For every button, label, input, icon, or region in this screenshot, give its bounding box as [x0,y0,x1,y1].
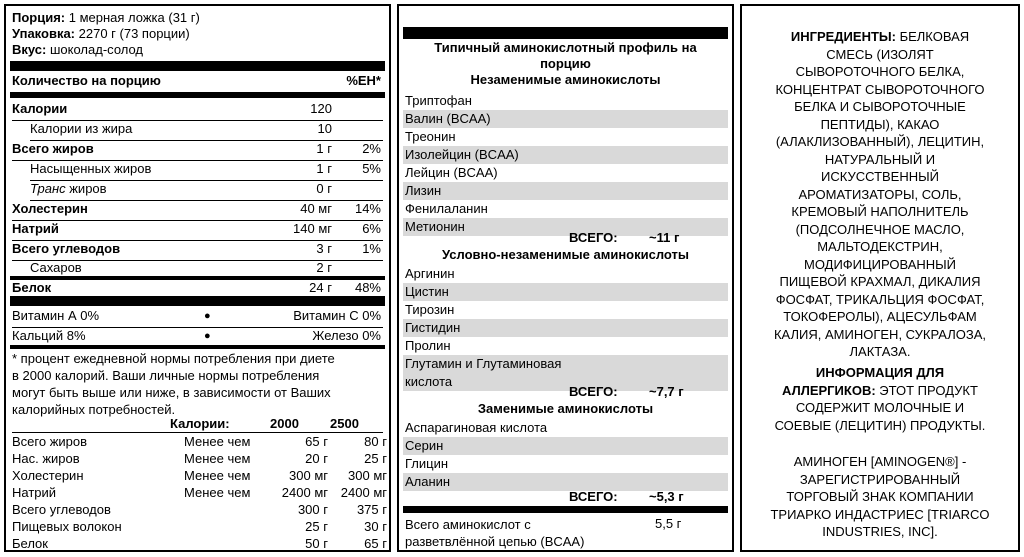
vitamin-row [12,308,383,328]
ref-name: Всего жиров [12,434,88,449]
divider [10,345,385,349]
trademark-line: АМИНОГЕН [AMINOGEN®] - [793,454,967,469]
footnote-line: в 2000 калорий. Ваши личные нормы потребления [12,368,320,383]
nutrient-row [12,101,383,121]
ref-table [12,434,387,552]
nutrient-row [12,221,383,241]
trademark-line: ТРИАРКО ИНДАСТРИЕС [TRIARCO [770,506,990,522]
ref-row [12,451,387,468]
amino-item: Лейцин (BCAA) [405,165,498,180]
amino-item: Пролин [405,338,451,353]
nutrient-dv: 48% [354,280,381,295]
essential-list [403,92,728,236]
amino-item: Лизин [403,182,728,200]
flavor-value: шоколад-солод [50,42,144,57]
ref-calories-label: Калории: [170,416,230,431]
ingredients-line: АРОМАТИЗАТОРЫ, СОЛЬ, [798,186,962,202]
vitamin-right: Железо 0% [312,328,381,343]
ref-2500-label: 2500 [330,416,359,431]
vitamin-left: Кальций 8% [12,328,86,343]
nutrient-name: Насыщенных жиров [30,161,152,176]
ingredients-line: ПЕПТИДЫ), КАКАО [820,116,940,132]
nutrient-name: Натрий [12,221,59,236]
amino-item: Аспарагиновая кислота [405,420,548,435]
essential-title: Незаменимые аминокислоты [470,72,661,87]
nutrient-amount: 0 г [316,181,332,196]
allergy-lead: АЛЛЕРГИКОВ: [782,382,876,398]
trademark-line: INDUSTRIES, INC]. [822,524,938,539]
vitamin-right: Витамин С 0% [293,308,381,323]
serving-label: Порция: [12,10,66,25]
ingredients-text [754,28,1006,361]
nutrient-row [12,280,383,296]
nutrient-dv: 2% [362,141,381,156]
nutrient-row [12,241,383,261]
ref-name: Холестерин [12,468,84,483]
nutrient-name: Калории из жира [30,121,133,136]
ingredients-line: КОНЦЕНТРАТ СЫВОРОТОЧНОГО [775,81,985,97]
ingredients-line: (ПОДСОЛНЕЧНОЕ МАСЛО, [795,221,965,237]
amino-item: Триптофан [405,93,472,108]
amount-header: Количество на порцию [12,73,161,88]
amino-title-line: порцию [540,56,591,71]
nutrient-amount: 1 г [316,141,332,156]
dv-header: %ЕН* [346,73,381,88]
nonessential-list [403,419,728,491]
nonessential-title: Заменимые аминокислоты [477,401,654,416]
bcaa-label [405,516,584,550]
vitamin-left: Витамин А 0% [12,308,100,323]
allergy-lead: ИНФОРМАЦИЯ ДЛЯ [815,365,945,380]
bcaa-value: 5,5 г [655,516,682,531]
footnote-line: могут быть выше или ниже, в зависимости от Ваших [12,385,331,400]
amino-item: Аланин [403,473,728,491]
amino-item: Тирозин [405,302,455,317]
ref-name: Натрий [12,485,57,500]
allergy-line: ЭТОТ ПРОДУКТ [879,382,978,398]
nutrient-dv: 5% [362,161,381,176]
ingredients-line: БЕЛКА И СЫВОРОТОЧНЫЕ [794,99,966,114]
total-label: ВСЕГО: [569,384,618,399]
ref-row [12,502,387,519]
nutrient-name: Белок [12,280,52,295]
nutrient-row [30,181,383,201]
nutrient-row [30,161,383,181]
package-label: Упаковка: [12,26,76,41]
ref-2000: 25 г [305,519,328,534]
footnote [12,350,335,418]
nutrient-amount: 24 г [309,280,332,295]
thick-divider [10,61,385,71]
nutrient-name: Всего жиров [12,141,94,156]
essential-total [403,230,728,246]
ingredients-line: (АЛАКЛИЗОВАННЫЙ), ЛЕЦИТИН, [775,134,985,149]
nutrient-name-rest: жиров [65,181,107,196]
amino-item: Треонин [405,129,456,144]
nutrient-amount: 3 г [316,241,332,256]
serving-value: 1 мерная ложка (31 г) [68,10,200,25]
ref-2000: 65 г [305,434,328,449]
nutrient-name: Холестерин [12,201,88,216]
ref-row [12,434,387,451]
ref-2000-label: 2000 [270,416,299,431]
ingredients-line: ЛАКТАЗА. [849,344,911,359]
footnote-line: калорийных потребностей. [12,402,176,417]
ref-less: Менее чем [184,485,251,500]
ref-2500: 30 г [364,519,387,534]
ref-row [12,468,387,485]
ingredients-panel [740,4,1020,552]
trademark-line: ЗАРЕГИСТРИРОВАННЫЙ [799,471,961,487]
ref-2500: 300 мг [348,468,387,483]
ingredients-line: СМЕСЬ (ИЗОЛЯТ [826,46,934,62]
ingredients-line: ИСКУССТВЕННЫЙ [821,169,939,184]
nutrient-row [12,201,383,221]
bcaa-line: Всего аминокислот с [405,517,531,532]
ref-name: Белок [12,536,48,551]
ref-2000: 300 мг [289,468,328,483]
flavor-line [12,42,143,58]
medium-divider [10,92,385,98]
ingredients-line: БЕЛКОВАЯ [899,29,970,44]
trademark-line: ТОРГОВЫЙ ЗНАК КОМПАНИИ [786,489,974,504]
ref-less: Менее чем [184,434,251,449]
amino-item: Метионин [403,218,728,236]
ref-less: Менее чем [184,468,251,483]
nutrient-row [12,141,383,161]
nutrient-dv: 6% [362,221,381,236]
amino-title [403,40,728,88]
total-value: ~5,3 г [649,489,684,504]
thick-divider [10,296,385,306]
bcaa-line: разветвлённой цепью (BCAA) [405,534,585,549]
conditional-total [403,384,728,400]
ref-row [12,519,387,536]
ref-2500: 2400 мг [340,485,387,500]
nutrient-name: Всего углеводов [12,241,121,256]
amino-item: Фенилаланин [405,201,488,216]
nutrition-facts-panel [4,4,391,552]
amino-item: Аргинин [405,266,455,281]
package-value: 2270 г (73 порции) [78,26,190,41]
ref-2000: 20 г [305,451,328,466]
amino-item: Изолейцин (BCAA) [403,146,728,164]
ref-2000: 50 г [305,536,328,551]
amino-item: Серин [403,437,728,455]
nutrient-amount: 1 г [316,161,332,176]
footnote-line: * процент ежедневной нормы потребления при диете [12,351,335,366]
package-line [12,26,190,42]
ingredients-line-1 [754,28,1006,46]
ingredients-line: КРЕМОВЫЙ НАПОЛНИТЕЛЬ [791,204,969,219]
allergy-line: СОЕВЫЕ (ЛЕЦИТИН) ПРОДУКТЫ. [774,417,986,433]
conditional-title: Условно-незаменимые аминокислоты [441,247,690,262]
thick-divider [403,27,728,39]
ref-header [12,416,383,433]
ref-2000: 300 г [297,502,328,517]
ref-name: Нас. жиров [12,451,80,466]
nutrient-amount: 120 [310,101,332,116]
allergy-text [754,364,1006,434]
allergy-line: СОДЕРЖИТ МОЛОЧНЫЕ И [795,400,965,415]
ingredients-lead: ИНГРЕДИЕНТЫ: [790,29,896,44]
ref-less: Менее чем [184,451,251,466]
ref-2000: 2400 мг [281,485,328,500]
total-label: ВСЕГО: [569,230,618,245]
nutrient-row [30,121,383,141]
amino-item: Цистин [403,283,728,301]
nutrient-amount: 2 г [316,260,332,275]
total-value: ~11 г [649,230,680,245]
ref-row [12,485,387,502]
divider [403,506,728,513]
conditional-list [403,265,728,391]
ref-2500: 25 г [364,451,387,466]
nutrient-name-italic: Транс [30,181,66,196]
amino-item: Гистидин [403,319,728,337]
trademark-text [754,453,1006,541]
amino-title-line: Типичный аминокислотный профиль на [434,40,697,55]
ingredients-line: КАЛИЯ, АМИНОГЕН, СУКРАЛОЗА, [773,326,986,342]
serving-line [12,10,200,26]
amino-item: Валин (BCAA) [403,110,728,128]
total-value: ~7,7 г [649,384,684,399]
total-label: ВСЕГО: [569,489,618,504]
ingredients-line: ФОСФАТ, ТРИКАЛЬЦИЯ ФОСФАТ, [775,291,985,307]
ingredients-line: НАТУРАЛЬНЫЙ И [824,151,936,167]
bullet-icon: ● [204,310,211,322]
ingredients-line: МОДИФИЦИРОВАННЫЙ [803,256,957,272]
nutrient-amount: 140 мг [293,221,332,236]
nutrient-name: Сахаров [30,260,82,275]
nonessential-total [403,489,728,505]
ref-2500: 375 г [356,502,387,517]
ingredients-line: МАЛЬТОДЕКСТРИН, [817,239,943,254]
ref-row [12,536,387,552]
bullet-icon: ● [204,330,211,342]
nutrient-amount: 10 [317,121,332,136]
nutrient-amount: 40 мг [300,201,332,216]
ref-name: Пищевых волокон [12,519,122,534]
ingredients-line: ПИЩЕВОЙ КРАХМАЛ, ДИКАЛИЯ [779,274,981,289]
nutrient-name: Калории [12,101,68,116]
vitamin-row [12,328,383,344]
amino-acid-panel [397,4,734,552]
ingredients-line: ТОКОФЕРОЛЫ), АЦЕСУЛЬФАМ [783,309,977,324]
amino-item: Глицин [405,456,449,471]
nutrient-dv: 14% [354,201,381,216]
ref-2500: 80 г [364,434,387,449]
ingredients-line: СЫВОРОТОЧНОГО БЕЛКА, [795,64,965,79]
amino-item: кислота [403,373,728,391]
flavor-label: Вкус: [12,42,47,57]
ref-2500: 65 г [364,536,387,551]
nutrient-dv: 1% [362,241,381,256]
ref-name: Всего углеводов [12,502,111,517]
amino-item: Глутамин и Глутаминовая [403,355,728,373]
